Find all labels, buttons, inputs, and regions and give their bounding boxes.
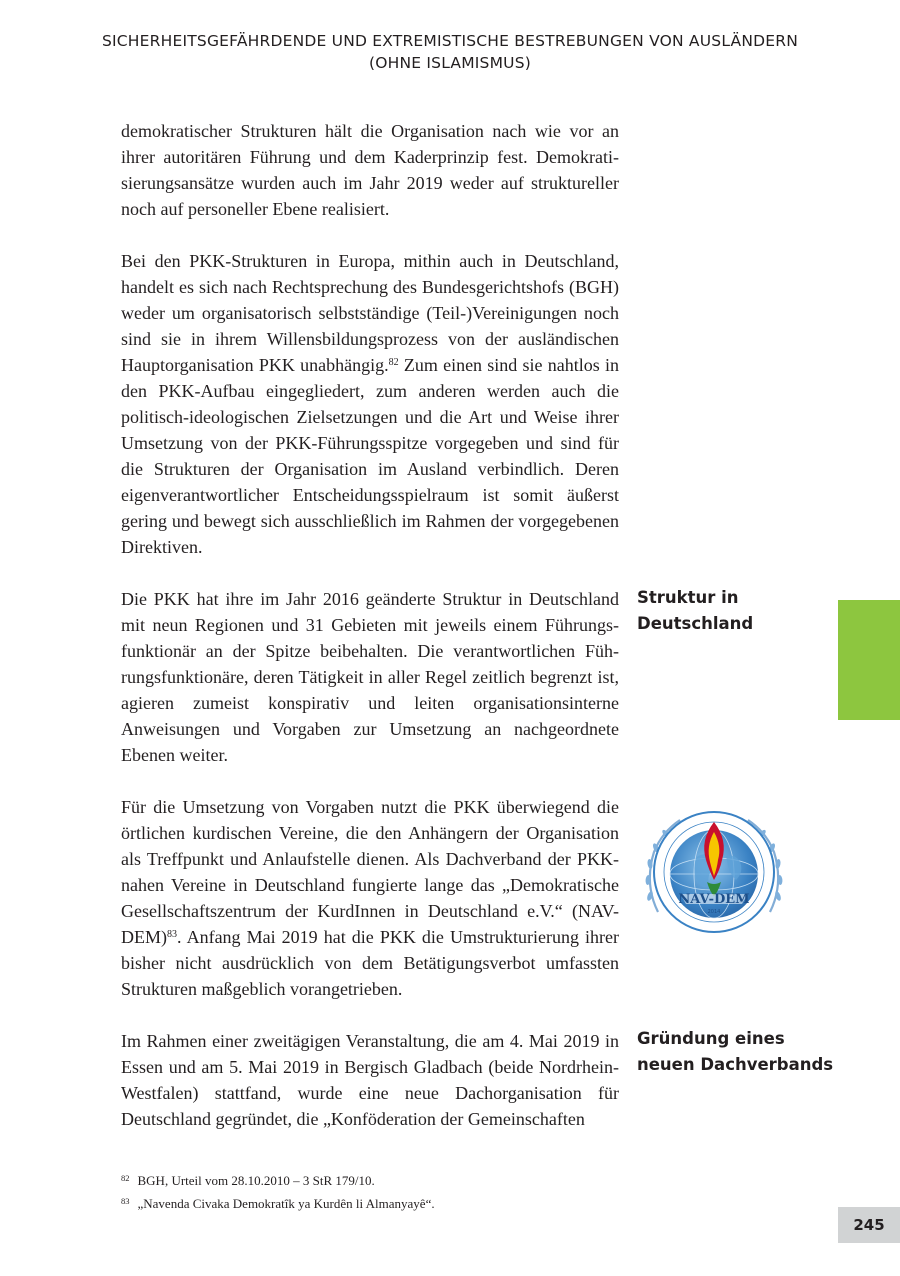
- footnote-ref-82[interactable]: 82: [388, 357, 399, 368]
- paragraph: Die PKK hat ihre im Jahr 2016 geänderte Struktur in Deutschland mit neun Regionen und 31 Gebieten mit jeweils einem Führungsfunktionär an der Spitze beibehalten. Die verantwortlichen Führungsfunktionäre, deren Tätigkeit in aller Regel zeitlich begrenzt ist, agieren zumeist konspirativ und leiten organisationsinterne Anweisungen und Vorgaben zur Umsetzung an nachgeordnete Ebenen weiter.: [121, 589, 619, 765]
- paragraph: [121, 248, 619, 560]
- logo-label: NAV-DEM: [678, 892, 750, 907]
- marginal-heading-line: Gründung eines: [637, 1029, 785, 1048]
- footnote-83: [121, 1191, 721, 1214]
- footnotes: [121, 1168, 721, 1214]
- logo-year: 2014: [707, 909, 721, 915]
- marginal-heading-line: neuen Dachverbands: [637, 1055, 834, 1074]
- running-head-line-1: SICHERHEITSGEFÄHRDENDE UND EXTREMISTISCHE BESTREBUNGEN VON AUSLÄNDERN: [101, 32, 799, 50]
- footnote-text: „Navenda Civaka Demokratîk ya Kurdên li Almanyayê“.: [137, 1196, 435, 1211]
- footnote-text: BGH, Urteil vom 28.10.2010 – 3 StR 179/10.: [137, 1173, 375, 1188]
- paragraph: Im Rahmen einer zweitägigen Veranstaltung, die am 4. Mai 2019 in Essen und am 5. Mai 2019 in Bergisch Gladbach (beide Nordrhein-Westfalen) stattfand, wurde eine neue Dachorganisation für Deutschland gegründet, die „Konföderation der Gemeinschaften: [121, 1031, 619, 1129]
- running-head: [0, 30, 900, 74]
- footnote-number: 82: [121, 1173, 130, 1183]
- marginal-heading-line: Deutschland: [637, 614, 754, 633]
- paragraph-text: Für die Umsetzung von Vorgaben nutzt die PKK überwiegend die örtlichen kurdischen Vereine, die den Anhängern der Organisation als Treffpunkt und Anlaufstelle dienen. Als Dachverband der PKK-nahen Vereine in Deutschland fungierte lange das „Demokratische Gesellschaftszentrum der KurdInnen in Deutschland e.V.“ (NAV-DEM): [121, 797, 619, 947]
- marginal-heading-gruendung: [637, 1026, 837, 1078]
- footnote-82: [121, 1168, 721, 1191]
- paragraph-text: Zum einen sind sie nahtlos in den PKK-Aufbau eingegliedert, zum anderen werden auch die politisch-ideologischen Zielsetzungen und die Art und Weise ihrer Umsetzung von der PKK-Führungsspitze vorgegeben und sind für die Strukturen der Organisation im Ausland verbindlich. Deren eigenverantwortlicher Entscheidungsspielraum ist somit äußerst gering und bewegt sich ausschließlich im Rahmen der vorgegebenen Direktiven.: [121, 355, 619, 557]
- footnote-number: 83: [121, 1196, 130, 1206]
- marginal-heading-line: Struktur in: [637, 588, 739, 607]
- paragraph: [121, 794, 619, 1002]
- nav-dem-logo-icon: [636, 800, 792, 948]
- page-number: 245: [838, 1207, 900, 1243]
- marginal-heading-struktur: [637, 585, 837, 637]
- footnote-ref-83[interactable]: 83: [167, 929, 177, 940]
- paragraph-text: . Anfang Mai 2019 hat die PKK die Umstrukturierung ihrer bisher nicht ausdrücklich von dem Betätigungsverbot umfassten Strukturen maßgeblich vorangetrieben.: [121, 927, 619, 999]
- running-head-line-2: (OHNE ISLAMISMUS): [368, 54, 531, 72]
- paragraph-text: Bei den PKK-Strukturen in Europa, mithin auch in Deutschland, handelt es sich nach Rechtsprechung des Bundesgerichtshofs (BGH) weder um organisatorisch selbstständige (Teil-)Vereinigungen noch sind sie in ihrem Willensbildungsprozess von der ausländischen Hauptorganisation PKK unabhängig.: [121, 251, 619, 375]
- body-text: [121, 118, 619, 1158]
- section-tab: [838, 600, 900, 720]
- paragraph: demokratischer Strukturen hält die Organisation nach wie vor an ihrer autoritären Führung und dem Kaderprinzip fest. Demokratisierungsansätze wurden auch im Jahr 2019 weder auf struktureller noch auf personeller Ebene realisiert.: [121, 121, 619, 219]
